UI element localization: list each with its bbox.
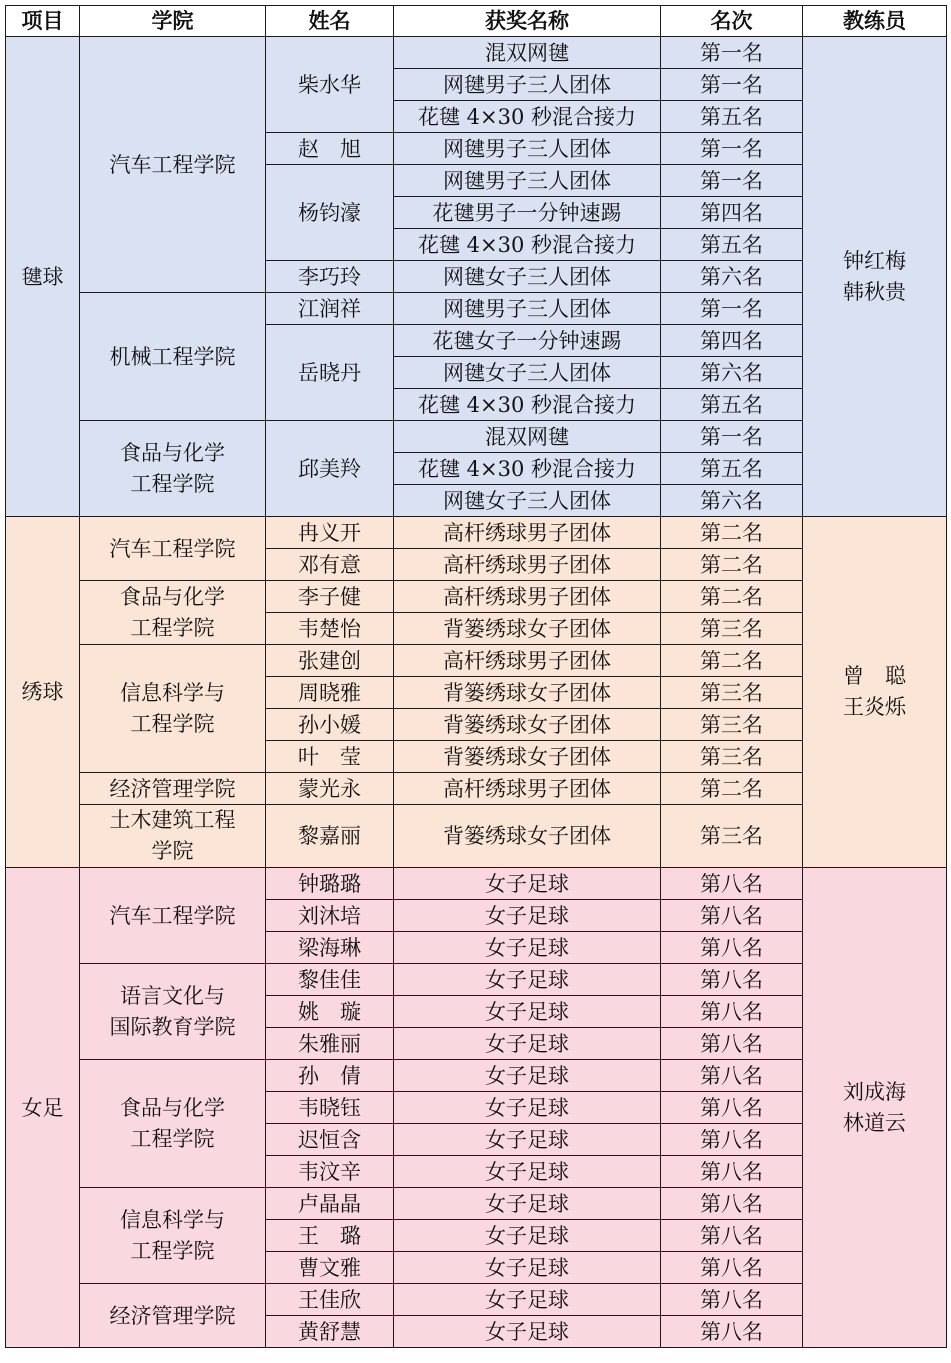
award-cell: 混双网毽 — [394, 421, 661, 453]
award-cell: 高杆绣球男子团体 — [394, 549, 661, 581]
award-cell: 花毽女子一分钟速踢 — [394, 325, 661, 357]
rank-cell: 第一名 — [661, 421, 803, 453]
award-cell: 背篓绣球女子团体 — [394, 613, 661, 645]
header-coach: 教练员 — [803, 6, 947, 37]
award-cell: 花毽 4×30 秒混合接力 — [394, 101, 661, 133]
award-cell: 背篓绣球女子团体 — [394, 677, 661, 709]
award-cell: 花毽 4×30 秒混合接力 — [394, 389, 661, 421]
award-cell: 背篓绣球女子团体 — [394, 741, 661, 773]
header-award: 获奖名称 — [394, 6, 661, 37]
college-cell: 信息科学与 工程学院 — [80, 645, 266, 773]
rank-cell: 第三名 — [661, 709, 803, 741]
rank-cell: 第二名 — [661, 517, 803, 549]
rank-cell: 第五名 — [661, 389, 803, 421]
rank-cell: 第一名 — [661, 293, 803, 325]
award-cell: 女子足球 — [394, 1124, 661, 1156]
award-cell: 高杆绣球男子团体 — [394, 517, 661, 549]
rank-cell: 第一名 — [661, 133, 803, 165]
student-name-cell: 韦晓钰 — [266, 1092, 394, 1124]
college-cell: 汽车工程学院 — [80, 868, 266, 964]
student-name-cell: 张建创 — [266, 645, 394, 677]
student-name-cell: 邱美羚 — [266, 421, 394, 517]
award-cell: 花毽 4×30 秒混合接力 — [394, 229, 661, 261]
college-cell: 食品与化学 工程学院 — [80, 581, 266, 645]
header-name: 姓名 — [266, 6, 394, 37]
header-project: 项目 — [6, 6, 80, 37]
award-cell: 网毽女子三人团体 — [394, 261, 661, 293]
award-cell: 女子足球 — [394, 1028, 661, 1060]
student-name-cell: 迟恒含 — [266, 1124, 394, 1156]
student-name-cell: 邓有意 — [266, 549, 394, 581]
award-cell: 女子足球 — [394, 1252, 661, 1284]
student-name-cell: 梁海琳 — [266, 932, 394, 964]
award-cell: 背篓绣球女子团体 — [394, 805, 661, 868]
rank-cell: 第一名 — [661, 37, 803, 69]
student-name-cell: 孙 倩 — [266, 1060, 394, 1092]
college-cell: 汽车工程学院 — [80, 37, 266, 293]
award-cell: 女子足球 — [394, 868, 661, 900]
college-cell: 语言文化与 国际教育学院 — [80, 964, 266, 1060]
table-row — [6, 517, 947, 549]
award-cell: 女子足球 — [394, 932, 661, 964]
awards-table — [5, 5, 947, 1348]
project-cell: 毽球 — [6, 37, 80, 517]
coach-cell: 曾 聪 王炎烁 — [803, 517, 947, 868]
student-name-cell: 黎佳佳 — [266, 964, 394, 996]
rank-cell: 第三名 — [661, 741, 803, 773]
award-cell: 高杆绣球男子团体 — [394, 773, 661, 805]
rank-cell: 第八名 — [661, 1028, 803, 1060]
student-name-cell: 韦汶辛 — [266, 1156, 394, 1188]
student-name-cell: 钟璐璐 — [266, 868, 394, 900]
header-row — [6, 6, 947, 37]
rank-cell: 第八名 — [661, 1124, 803, 1156]
student-name-cell: 刘沐培 — [266, 900, 394, 932]
college-cell: 汽车工程学院 — [80, 517, 266, 581]
table-row — [6, 37, 947, 69]
project-cell: 女足 — [6, 868, 80, 1348]
student-name-cell: 韦楚怡 — [266, 613, 394, 645]
award-cell: 女子足球 — [394, 1060, 661, 1092]
rank-cell: 第八名 — [661, 1284, 803, 1316]
rank-cell: 第八名 — [661, 1092, 803, 1124]
rank-cell: 第八名 — [661, 964, 803, 996]
project-cell: 绣球 — [6, 517, 80, 868]
award-cell: 网毽女子三人团体 — [394, 485, 661, 517]
student-name-cell: 冉义开 — [266, 517, 394, 549]
student-name-cell: 孙小媛 — [266, 709, 394, 741]
award-cell: 背篓绣球女子团体 — [394, 709, 661, 741]
award-cell: 高杆绣球男子团体 — [394, 581, 661, 613]
rank-cell: 第三名 — [661, 677, 803, 709]
rank-cell: 第八名 — [661, 1156, 803, 1188]
award-cell: 网毽男子三人团体 — [394, 165, 661, 197]
college-cell: 食品与化学 工程学院 — [80, 421, 266, 517]
rank-cell: 第八名 — [661, 1188, 803, 1220]
award-cell: 网毽男子三人团体 — [394, 293, 661, 325]
student-name-cell: 朱雅丽 — [266, 1028, 394, 1060]
award-cell: 女子足球 — [394, 1284, 661, 1316]
rank-cell: 第八名 — [661, 996, 803, 1028]
student-name-cell: 赵 旭 — [266, 133, 394, 165]
award-cell: 女子足球 — [394, 996, 661, 1028]
student-name-cell: 叶 莹 — [266, 741, 394, 773]
college-cell: 食品与化学 工程学院 — [80, 1060, 266, 1188]
college-cell: 机械工程学院 — [80, 293, 266, 421]
rank-cell: 第五名 — [661, 229, 803, 261]
college-cell: 经济管理学院 — [80, 1284, 266, 1348]
award-cell: 网毽男子三人团体 — [394, 69, 661, 101]
award-cell: 女子足球 — [394, 1220, 661, 1252]
student-name-cell: 王 璐 — [266, 1220, 394, 1252]
rank-cell: 第八名 — [661, 1252, 803, 1284]
table-body — [6, 37, 947, 1348]
rank-cell: 第八名 — [661, 868, 803, 900]
student-name-cell: 江润祥 — [266, 293, 394, 325]
student-name-cell: 王佳欣 — [266, 1284, 394, 1316]
award-cell: 网毽男子三人团体 — [394, 133, 661, 165]
rank-cell: 第四名 — [661, 325, 803, 357]
rank-cell: 第三名 — [661, 613, 803, 645]
award-cell: 女子足球 — [394, 1188, 661, 1220]
award-cell: 女子足球 — [394, 1316, 661, 1348]
rank-cell: 第一名 — [661, 69, 803, 101]
rank-cell: 第八名 — [661, 1316, 803, 1348]
rank-cell: 第五名 — [661, 453, 803, 485]
award-cell: 混双网毽 — [394, 37, 661, 69]
rank-cell: 第六名 — [661, 485, 803, 517]
award-cell: 女子足球 — [394, 900, 661, 932]
student-name-cell: 周晓雅 — [266, 677, 394, 709]
award-cell: 女子足球 — [394, 1156, 661, 1188]
college-cell: 土木建筑工程 学院 — [80, 805, 266, 868]
student-name-cell: 李子健 — [266, 581, 394, 613]
rank-cell: 第八名 — [661, 1220, 803, 1252]
header-rank: 名次 — [661, 6, 803, 37]
student-name-cell: 黎嘉丽 — [266, 805, 394, 868]
rank-cell: 第六名 — [661, 357, 803, 389]
student-name-cell: 岳晓丹 — [266, 325, 394, 421]
rank-cell: 第八名 — [661, 900, 803, 932]
student-name-cell: 黄舒慧 — [266, 1316, 394, 1348]
award-cell: 女子足球 — [394, 964, 661, 996]
rank-cell: 第四名 — [661, 197, 803, 229]
student-name-cell: 曹文雅 — [266, 1252, 394, 1284]
rank-cell: 第一名 — [661, 165, 803, 197]
award-cell: 网毽女子三人团体 — [394, 357, 661, 389]
award-cell: 高杆绣球男子团体 — [394, 645, 661, 677]
award-cell: 花毽男子一分钟速踢 — [394, 197, 661, 229]
header-college: 学院 — [80, 6, 266, 37]
rank-cell: 第二名 — [661, 645, 803, 677]
table-row — [6, 868, 947, 900]
rank-cell: 第二名 — [661, 581, 803, 613]
rank-cell: 第二名 — [661, 549, 803, 581]
student-name-cell: 姚 璇 — [266, 996, 394, 1028]
student-name-cell: 杨钧濠 — [266, 165, 394, 261]
rank-cell: 第八名 — [661, 932, 803, 964]
award-cell: 花毽 4×30 秒混合接力 — [394, 453, 661, 485]
rank-cell: 第二名 — [661, 773, 803, 805]
student-name-cell: 蒙光永 — [266, 773, 394, 805]
award-cell: 女子足球 — [394, 1092, 661, 1124]
coach-cell: 钟红梅 韩秋贵 — [803, 37, 947, 517]
rank-cell: 第六名 — [661, 261, 803, 293]
college-cell: 经济管理学院 — [80, 773, 266, 805]
student-name-cell: 柴水华 — [266, 37, 394, 133]
student-name-cell: 李巧玲 — [266, 261, 394, 293]
college-cell: 信息科学与 工程学院 — [80, 1188, 266, 1284]
rank-cell: 第五名 — [661, 101, 803, 133]
rank-cell: 第三名 — [661, 805, 803, 868]
coach-cell: 刘成海 林道云 — [803, 868, 947, 1348]
rank-cell: 第八名 — [661, 1060, 803, 1092]
student-name-cell: 卢晶晶 — [266, 1188, 394, 1220]
